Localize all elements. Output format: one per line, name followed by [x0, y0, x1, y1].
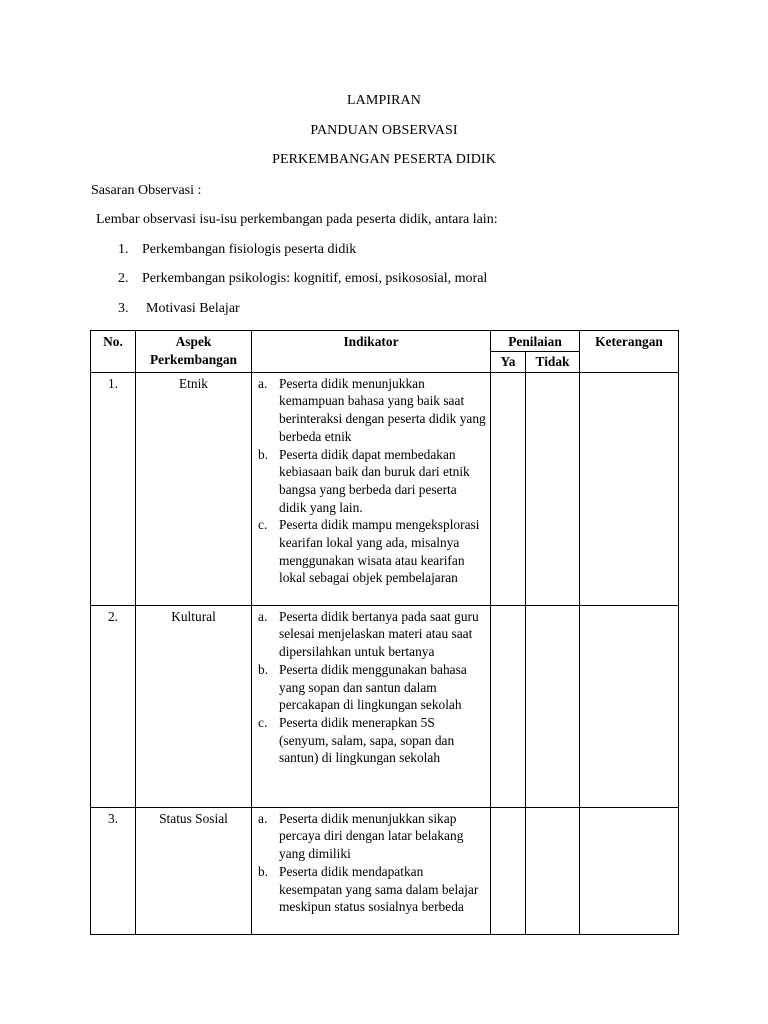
indikator-text: Peserta didik mendapatkan kesempatan yang sama dalam belajar meskipun status sosialnya berbeda — [279, 863, 479, 915]
doc-title-perkembangan: PERKEMBANGAN PESERTA DIDIK — [272, 152, 496, 167]
indikator-letter: b. — [258, 661, 269, 677]
cell-keterangan — [580, 372, 679, 605]
header-aspek — [136, 331, 252, 373]
cell-ya — [491, 605, 526, 807]
header-tidak: Tidak — [526, 351, 580, 372]
cell-tidak — [526, 807, 580, 934]
header-penilaian: Penilaian — [491, 331, 580, 352]
observation-table — [90, 330, 679, 935]
row-number: 3. — [91, 807, 136, 934]
lembar-paragraph: Lembar observasi isu-isu perkembangan pada peserta didik, antara lain: — [96, 212, 498, 227]
row-aspek: Status Sosial — [136, 807, 252, 934]
doc-title-panduan: PANDUAN OBSERVASI — [310, 123, 458, 138]
indikator-letter: b. — [258, 446, 269, 462]
cell-ya — [491, 807, 526, 934]
header-ya: Ya — [491, 351, 526, 372]
indikator-letter: a. — [258, 608, 268, 624]
cell-tidak — [526, 372, 580, 605]
indikator-text: Peserta didik bertanya pada saat guru selesai menjelaskan materi atau saat dipersilahkan untuk bertanya — [279, 608, 479, 660]
row-aspek: Kultural — [136, 605, 252, 807]
list-number: 1. — [118, 242, 129, 257]
header-aspek-line1: Aspek — [175, 334, 212, 349]
list-text: Perkembangan fisiologis peserta didik — [142, 242, 357, 257]
indikator-item — [258, 661, 486, 714]
indikator-text: Peserta didik dapat membedakan kebiasaan baik dan buruk dari etnik bangsa yang berbeda dari peserta didik yang lain. — [279, 446, 470, 515]
indikator-text: Peserta didik menerapkan 5S (senyum, salam, sapa, sopan dan santun) di lingkungan sekolah — [279, 714, 455, 766]
doc-title-lampiran: LAMPIRAN — [347, 93, 421, 108]
row-aspek: Etnik — [136, 372, 252, 605]
row-indikator — [252, 372, 491, 605]
indikator-item — [258, 375, 486, 446]
list-item — [118, 301, 240, 317]
cell-tidak — [526, 605, 580, 807]
header-indikator: Indikator — [252, 331, 491, 373]
table-row — [91, 372, 679, 605]
row-number: 1. — [91, 372, 136, 605]
indikator-letter: a. — [258, 810, 268, 826]
list-text: Perkembangan psikologis: kognitif, emosi, psikososial, moral — [142, 271, 488, 286]
indikator-text: Peserta didik menunjukkan kemampuan bahasa yang baik saat berinteraksi dengan peserta didik yang berbeda etnik — [279, 375, 486, 444]
indikator-text: Peserta didik menunjukkan sikap percaya diri dengan latar belakang yang dimiliki — [279, 810, 464, 862]
table-row — [91, 605, 679, 807]
indikator-letter: c. — [258, 714, 268, 730]
cell-keterangan — [580, 605, 679, 807]
table-row — [91, 807, 679, 934]
cell-ya — [491, 372, 526, 605]
list-text: Motivasi Belajar — [146, 301, 240, 316]
indikator-item — [258, 810, 486, 863]
list-item — [118, 271, 487, 287]
indikator-letter: a. — [258, 375, 268, 391]
row-indikator — [252, 605, 491, 807]
header-no: No. — [91, 331, 136, 373]
indikator-text: Peserta didik mampu mengeksplorasi kearifan lokal yang ada, misalnya menggunakan wisata atau kearifan lokal sebagai objek pembelajaran — [279, 517, 480, 586]
header-aspek-line2: Perkembangan — [149, 351, 238, 367]
row-indikator — [252, 807, 491, 934]
indikator-item — [258, 608, 486, 661]
indikator-letter: c. — [258, 517, 268, 533]
indikator-item — [258, 516, 486, 587]
list-number: 2. — [118, 271, 129, 286]
indikator-item — [258, 714, 486, 767]
list-number: 3. — [118, 301, 129, 316]
cell-keterangan — [580, 807, 679, 934]
indikator-item — [258, 446, 486, 517]
header-keterangan: Keterangan — [580, 331, 679, 373]
indikator-letter: b. — [258, 863, 269, 879]
list-item — [118, 242, 356, 258]
row-number: 2. — [91, 605, 136, 807]
indikator-item — [258, 863, 486, 916]
indikator-text: Peserta didik menggunakan bahasa yang sopan dan santun dalam percakapan di lingkungan sekolah — [279, 661, 467, 713]
sasaran-label: Sasaran Observasi : — [91, 183, 202, 198]
